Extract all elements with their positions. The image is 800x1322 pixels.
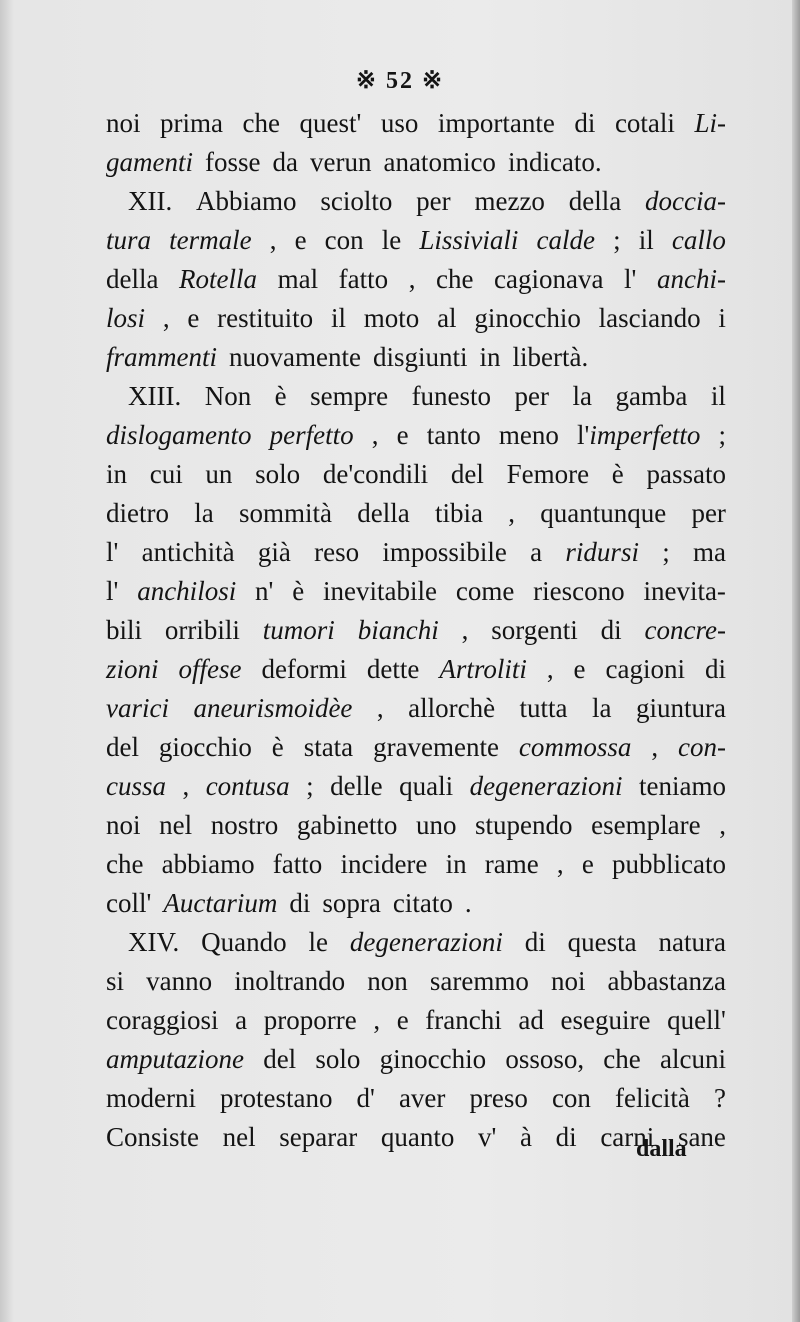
text-line: [106, 455, 726, 494]
word: del: [450, 459, 484, 489]
word: a: [530, 537, 543, 567]
word: Abbiamo: [196, 186, 297, 216]
word: cussa: [106, 771, 166, 801]
word: già: [257, 537, 291, 567]
word: natura: [658, 927, 726, 957]
word: l': [106, 576, 119, 606]
word: riescono: [533, 576, 625, 606]
word: al: [437, 303, 457, 333]
word: commossa: [518, 732, 632, 762]
text-line: [106, 143, 726, 182]
text-line: [106, 806, 726, 845]
word: disgiunti: [372, 342, 468, 372]
word: eseguire: [560, 1005, 651, 1035]
word: nel: [159, 810, 193, 840]
word: sciolto: [320, 186, 393, 216]
text-line: [106, 299, 726, 338]
word: e: [396, 1005, 409, 1035]
word: questa: [567, 927, 637, 957]
word: che: [603, 1044, 641, 1074]
word: e: [396, 420, 409, 450]
word: da: [272, 147, 298, 177]
word: citato: [392, 888, 453, 918]
word: sane: [677, 1122, 726, 1152]
word: l': [106, 537, 119, 567]
word: quali: [399, 771, 454, 801]
word: il: [330, 303, 346, 333]
word: verun: [309, 147, 372, 177]
word: che: [436, 264, 474, 294]
text-line: [106, 962, 726, 1001]
word: sommità: [238, 498, 332, 528]
word: della: [357, 498, 410, 528]
word: delle: [330, 771, 383, 801]
text-line: [106, 1118, 726, 1157]
word: Femore: [506, 459, 590, 489]
word: solo: [315, 1044, 361, 1074]
word: Li-: [694, 108, 726, 138]
word: importante: [437, 108, 555, 138]
word: protestano: [220, 1083, 333, 1113]
word: coll': [106, 888, 152, 918]
word: XII.: [128, 186, 173, 216]
word: nostro: [210, 810, 279, 840]
word: è: [274, 381, 287, 411]
text-line: [106, 650, 726, 689]
word: di: [524, 927, 546, 957]
word: termale: [169, 225, 252, 255]
word: ,: [162, 303, 170, 333]
word: di: [704, 654, 726, 684]
word: ,: [556, 849, 564, 879]
word: moderni: [106, 1083, 196, 1113]
word: ginocchio: [474, 303, 581, 333]
word: dislogamento: [106, 420, 252, 450]
word: la: [592, 693, 612, 723]
word: solo: [255, 459, 301, 489]
word: Consiste: [106, 1122, 200, 1152]
word: Non: [204, 381, 252, 411]
word: è: [292, 576, 305, 606]
word: di: [289, 888, 311, 918]
word: quell': [667, 1005, 726, 1035]
word: del: [106, 732, 139, 762]
word: sopra: [322, 888, 381, 918]
word: deformi: [261, 654, 347, 684]
word: ,: [719, 810, 726, 840]
word: d': [356, 1083, 375, 1113]
word: noi: [106, 810, 141, 840]
word: moto: [363, 303, 420, 333]
word: quanto: [380, 1122, 455, 1152]
word: della: [568, 186, 622, 216]
word: cagioni: [605, 654, 685, 684]
word: proporre: [263, 1005, 357, 1035]
word: prima: [160, 108, 224, 138]
word: aver: [398, 1083, 446, 1113]
word: gamenti: [106, 147, 193, 177]
word: dette: [366, 654, 420, 684]
word: restituito: [217, 303, 314, 333]
word: degenerazioni: [349, 927, 503, 957]
word: doccia-: [645, 186, 726, 216]
word: ,: [182, 771, 190, 801]
word: ;: [613, 225, 621, 255]
word: di: [600, 615, 622, 645]
word: l': [624, 264, 637, 294]
word: preso: [469, 1083, 528, 1113]
word: si: [106, 966, 125, 996]
word: lasciando: [598, 303, 701, 333]
word: di: [555, 1122, 577, 1152]
word: vanno: [146, 966, 213, 996]
word: sorgenti: [491, 615, 578, 645]
word: Auctarium: [163, 888, 278, 918]
word: cotali: [614, 108, 675, 138]
word: tibia: [434, 498, 483, 528]
word: e: [581, 849, 594, 879]
word: le: [381, 225, 402, 255]
word: l'imperfetto: [576, 420, 701, 450]
text-line: [106, 767, 726, 806]
word: ;: [718, 420, 726, 450]
word: in: [479, 342, 501, 372]
word: Lissiviali: [419, 225, 519, 255]
word: uso: [380, 108, 419, 138]
text-line: [106, 338, 726, 377]
word: ;: [662, 537, 670, 567]
word: che: [106, 849, 144, 879]
word: ginocchio: [379, 1044, 487, 1074]
text-line: [106, 884, 726, 923]
word: il: [638, 225, 654, 255]
text-line: [106, 182, 726, 221]
word: degenerazioni: [469, 771, 623, 801]
word: per: [416, 186, 451, 216]
word: libertà.: [512, 342, 589, 372]
word: contusa: [205, 771, 290, 801]
word: mal: [277, 264, 319, 294]
word: franchi: [425, 1005, 502, 1035]
text-line: [106, 1079, 726, 1118]
word: con: [551, 1083, 591, 1113]
word: ,: [508, 498, 515, 528]
word: cui: [149, 459, 183, 489]
word: funesto: [411, 381, 492, 411]
word: esemplare: [591, 810, 701, 840]
word: XIII.: [128, 381, 182, 411]
word: ad: [518, 1005, 544, 1035]
word: gamba: [615, 381, 688, 411]
word: uno: [415, 810, 457, 840]
word: ?: [713, 1083, 726, 1113]
word: varici: [106, 693, 169, 723]
word: mezzo: [474, 186, 545, 216]
text-line: [106, 416, 726, 455]
word: i: [718, 303, 726, 333]
word: tura: [106, 225, 152, 255]
word: alcuni: [659, 1044, 726, 1074]
word: abbiamo: [161, 849, 255, 879]
text-line: [106, 377, 726, 416]
body-text: [106, 104, 726, 1157]
word: ossoso,: [505, 1044, 585, 1074]
word: teniamo: [639, 771, 726, 801]
word: è: [271, 732, 284, 762]
word: ma: [693, 537, 726, 567]
word: come: [455, 576, 515, 606]
word: fatto: [272, 849, 323, 879]
word: calde: [536, 225, 595, 255]
word: fatto: [338, 264, 389, 294]
word: separar: [279, 1122, 358, 1152]
text-line: [106, 689, 726, 728]
word: ridursi: [565, 537, 639, 567]
word: reso: [314, 537, 360, 567]
text-line: [106, 572, 726, 611]
word: stupendo: [475, 810, 573, 840]
word: gabinetto: [296, 810, 398, 840]
word: antichità: [141, 537, 235, 567]
text-line: [106, 494, 726, 533]
word: bili: [106, 615, 143, 645]
word: non: [367, 966, 408, 996]
word: inevitabile: [323, 576, 438, 606]
word: ,: [269, 225, 277, 255]
word: bianchi: [357, 615, 439, 645]
word: incidere: [340, 849, 428, 879]
word: inevita-: [643, 576, 726, 606]
word: allorchè: [408, 693, 496, 723]
word: frammenti: [106, 342, 217, 372]
word: anchilosi: [137, 576, 237, 606]
word: de'condili: [322, 459, 429, 489]
word: cagionava: [494, 264, 604, 294]
word: inoltrando: [234, 966, 346, 996]
text-line: [106, 1001, 726, 1040]
word: e: [294, 225, 307, 255]
word: passato: [646, 459, 726, 489]
word: rame: [484, 849, 539, 879]
word: ,: [373, 1005, 381, 1035]
word: è: [611, 459, 624, 489]
page-header: ※ 52 ※: [355, 68, 445, 94]
word: e: [573, 654, 586, 684]
word: aneurismoidèe: [193, 693, 353, 723]
word: della: [106, 264, 159, 294]
word: per: [514, 381, 549, 411]
word: impossibile: [382, 537, 507, 567]
text-line: [106, 728, 726, 767]
text-line: [106, 221, 726, 260]
text-line: [106, 611, 726, 650]
word: con: [324, 225, 364, 255]
word: indicato.: [507, 147, 602, 177]
word: carni: [600, 1122, 655, 1152]
word: nuovamente: [229, 342, 361, 372]
word: tutta: [519, 693, 568, 723]
word: del: [263, 1044, 297, 1074]
word: di: [574, 108, 596, 138]
word: il: [710, 381, 726, 411]
word: in: [106, 459, 128, 489]
word: à: [520, 1122, 533, 1152]
word: nel: [222, 1122, 256, 1152]
word: la: [572, 381, 592, 411]
word: la: [194, 498, 214, 528]
catchword: dalla: [636, 1136, 687, 1162]
word: amputazione: [106, 1044, 244, 1074]
text-line: [106, 260, 726, 299]
word: zioni: [106, 654, 159, 684]
word: XIV.: [128, 927, 180, 957]
text-line: [106, 845, 726, 884]
word: .: [464, 888, 472, 918]
word: noi: [550, 966, 586, 996]
word: a: [235, 1005, 248, 1035]
word: callo: [671, 225, 726, 255]
word: losi: [106, 303, 146, 333]
word: sempre: [310, 381, 389, 411]
word: n': [255, 576, 274, 606]
word: ,: [651, 732, 659, 762]
word: che: [242, 108, 280, 138]
word: le: [308, 927, 328, 957]
word: noi: [106, 108, 141, 138]
word: Rotella: [179, 264, 258, 294]
word: ,: [371, 420, 379, 450]
word: in: [445, 849, 467, 879]
word: giuntura: [635, 693, 726, 723]
word: un: [205, 459, 233, 489]
word: abbastanza: [607, 966, 726, 996]
word: ,: [461, 615, 469, 645]
word: Artroliti: [439, 654, 527, 684]
word: dietro: [106, 498, 169, 528]
word: tanto: [426, 420, 481, 450]
text-line: [106, 1040, 726, 1079]
word: concre-: [644, 615, 726, 645]
word: pubblicato: [611, 849, 726, 879]
text-line: [106, 533, 726, 572]
word: ,: [376, 693, 384, 723]
word: felicità: [614, 1083, 690, 1113]
word: anchi-: [656, 264, 726, 294]
word: per: [691, 498, 726, 528]
word: e: [187, 303, 200, 333]
word: giocchio: [158, 732, 252, 762]
word: con-: [677, 732, 726, 762]
word: coraggiosi: [106, 1005, 219, 1035]
word: quest': [299, 108, 362, 138]
text-line: [106, 923, 726, 962]
text-line: [106, 104, 726, 143]
word: Quando: [201, 927, 287, 957]
word: perfetto: [269, 420, 354, 450]
word: v': [478, 1122, 497, 1152]
word: meno: [498, 420, 559, 450]
word: orribili: [164, 615, 240, 645]
word: quantunque: [540, 498, 667, 528]
page-edge: [792, 0, 800, 1322]
word: ,: [546, 654, 554, 684]
word: saremmo: [429, 966, 529, 996]
word: anatomico: [383, 147, 496, 177]
word: offese: [178, 654, 242, 684]
word: ,: [408, 264, 416, 294]
word: gravemente: [373, 732, 500, 762]
word: stata: [303, 732, 354, 762]
word: ;: [306, 771, 314, 801]
word: tumori: [262, 615, 335, 645]
word: fosse: [205, 147, 261, 177]
